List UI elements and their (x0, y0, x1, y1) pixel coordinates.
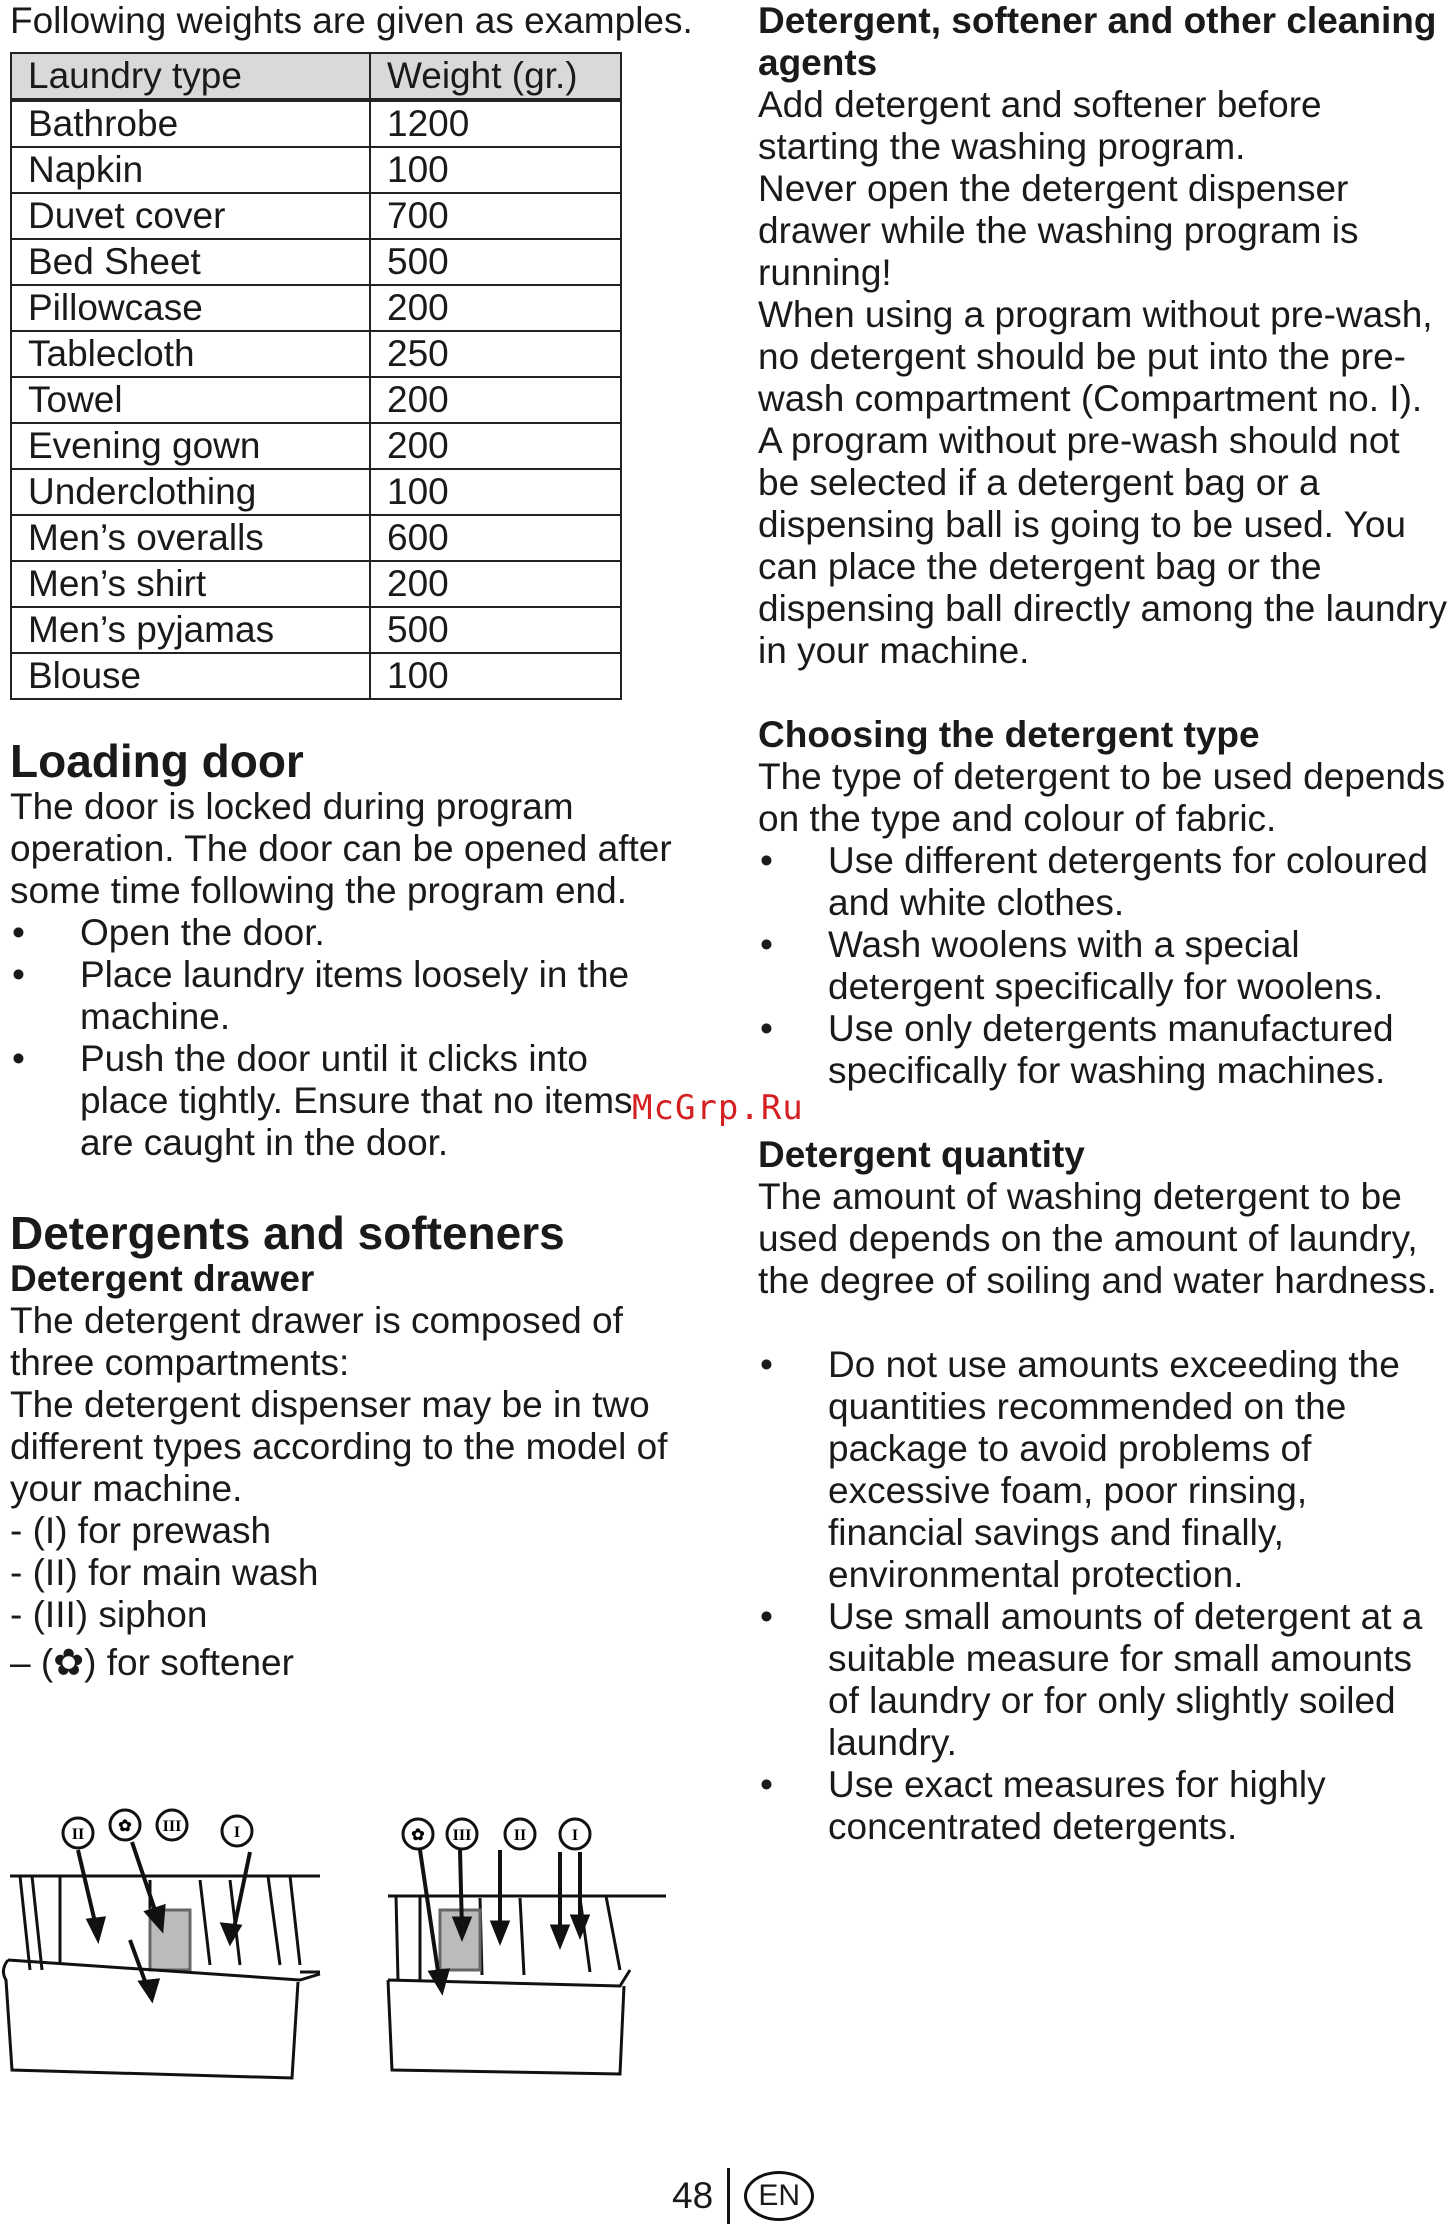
left-column (10, 0, 710, 1684)
table-row (11, 515, 621, 561)
table-row (11, 239, 621, 285)
weights-table (10, 52, 622, 700)
table-cell: Duvet cover (11, 193, 370, 239)
table-row (11, 469, 621, 515)
table-cell: Evening gown (11, 423, 370, 469)
table-cell: Bed Sheet (11, 239, 370, 285)
table-row (11, 193, 621, 239)
drawer-2-labels (403, 1819, 590, 1849)
table-cell: 200 (370, 377, 621, 423)
label-prewash: I (571, 1827, 579, 1844)
table-row (11, 653, 621, 699)
detergent-drawer-figure (0, 1800, 700, 2100)
table-cell: 100 (370, 653, 621, 699)
table-cell: 600 (370, 515, 621, 561)
choosing-text: The type of detergent to be used depends on the type and colour of fabric. (758, 756, 1446, 839)
table-header-cell: Weight (gr.) (370, 53, 621, 100)
table-cell: Pillowcase (11, 285, 370, 331)
label-softener: ✿ (118, 1818, 132, 1835)
list-item: • Wash woolens with a special detergent specifically for woolens. (760, 924, 1384, 1007)
table-cell: 500 (370, 607, 621, 653)
page-number: 48 (672, 2175, 714, 2216)
table-row (11, 377, 621, 423)
table-cell: Underclothing (11, 469, 370, 515)
table-cell: Men’s pyjamas (11, 607, 370, 653)
table-cell: 100 (370, 147, 621, 193)
loading-door-heading: Loading door (10, 735, 304, 787)
dispenser-types-text: The detergent dispenser may be in two different types according to the model of your machine. (10, 1384, 668, 1509)
page-footer (672, 2168, 814, 2224)
drawer-illustration-2 (388, 1850, 666, 2074)
list-item: • Place laundry items loosely in the machine. (12, 954, 630, 1037)
quantity-heading: Detergent quantity (758, 1134, 1085, 1175)
table-cell: Men’s shirt (11, 561, 370, 607)
paragraph: Never open the detergent dispenser drawer while the washing program is running! (758, 168, 1359, 293)
footer-divider (727, 2168, 730, 2224)
compartment-item: – (✿) for softener (10, 1642, 294, 1683)
table-row (11, 561, 621, 607)
right-column (758, 0, 1450, 1848)
loading-door-text: The door is locked during program operation. The door can be opened after some time following the program end. (10, 786, 672, 911)
paragraph: When using a program without pre-wash, no detergent should be put into the pre-wash compartment (Compartment no. I). (758, 294, 1433, 419)
table-row (11, 100, 621, 147)
table-cell: Blouse (11, 653, 370, 699)
choosing-heading: Choosing the detergent type (758, 714, 1260, 755)
table-cell: Tablecloth (11, 331, 370, 377)
table-cell: Men’s overalls (11, 515, 370, 561)
intro-text: Following weights are given as examples. (10, 0, 693, 41)
list-item: • Do not use amounts exceeding the quantities recommended on the package to avoid problems of excessive foam, poor rinsing, financial savings and finally, environmental protection. (760, 1344, 1400, 1595)
detergent-drawer-subheading: Detergent drawer (10, 1258, 315, 1299)
table-cell: Napkin (11, 147, 370, 193)
table-cell: Bathrobe (11, 100, 370, 147)
table-row (11, 331, 621, 377)
drawer-1-labels (63, 1810, 252, 1848)
list-item: • Use different detergents for coloured and white clothes. (760, 840, 1428, 923)
language-badge: EN (744, 2171, 814, 2221)
quantity-text: The amount of washing detergent to be used depends on the amount of laundry, the degree of soiling and water hardness. (758, 1176, 1437, 1301)
list-item: • Use only detergents manufactured specifically for washing machines. (760, 1008, 1394, 1091)
compartment-item: - (III) siphon (10, 1594, 208, 1635)
label-siphon: III (162, 1818, 182, 1835)
table-cell: Towel (11, 377, 370, 423)
table-cell: 500 (370, 239, 621, 285)
detergents-heading: Detergents and softeners (10, 1207, 565, 1259)
table-cell: 100 (370, 469, 621, 515)
paragraph: Add detergent and softener before starting the washing program. (758, 84, 1322, 167)
table-row (11, 147, 621, 193)
label-softener: ✿ (411, 1827, 425, 1844)
list-item: • Use exact measures for highly concentrated detergents. (760, 1764, 1326, 1847)
cleaning-agents-heading: Detergent, softener and other cleaning agents (758, 0, 1437, 83)
list-item: • Push the door until it clicks into place tightly. Ensure that no items are caught in the door. (12, 1038, 633, 1163)
list-item: • Open the door. (12, 912, 325, 953)
watermark: McGrp.Ru (632, 1088, 804, 1128)
label-prewash: I (233, 1824, 241, 1841)
table-cell: 1200 (370, 100, 621, 147)
paragraph: A program without pre-wash should not be selected if a detergent bag or a dispensing ball is going to be used. You can place the detergent bag or the dispensing ball directly among the laundry in your machine. (758, 420, 1448, 671)
table-cell: 250 (370, 331, 621, 377)
compartment-item: - (II) for main wash (10, 1552, 319, 1593)
list-item: • Use small amounts of detergent at a suitable measure for small amounts of laundry or for only slightly soiled laundry. (760, 1596, 1423, 1763)
table-row (11, 423, 621, 469)
table-cell: 200 (370, 285, 621, 331)
table-cell: 700 (370, 193, 621, 239)
table-cell: 200 (370, 561, 621, 607)
drawer-illustration-1 (3, 1842, 320, 2078)
table-row (11, 285, 621, 331)
label-main-wash: II (513, 1827, 527, 1844)
table-header-row (11, 53, 621, 100)
compartment-item: - (I) for prewash (10, 1510, 272, 1551)
table-row (11, 607, 621, 653)
table-header-cell: Laundry type (11, 53, 370, 100)
table-cell: 200 (370, 423, 621, 469)
detergent-drawer-text: The detergent drawer is composed of three compartments: (10, 1300, 623, 1383)
label-main-wash: II (71, 1826, 85, 1843)
label-siphon: III (452, 1827, 472, 1844)
